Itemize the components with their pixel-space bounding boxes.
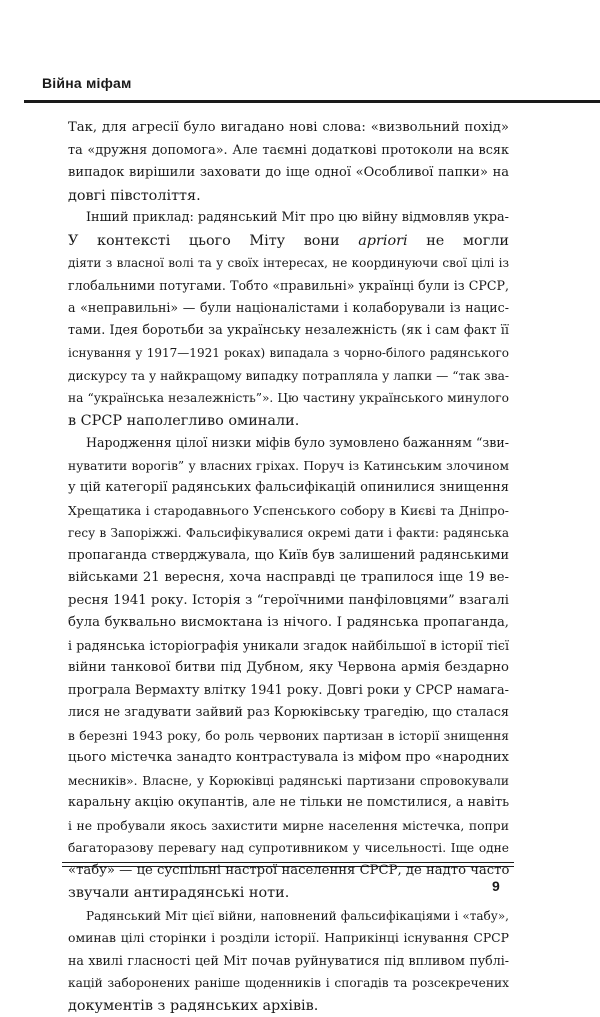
text-line: існування у 1917—1921 роках) випадала з чорно-білого радянського bbox=[68, 342, 509, 365]
text-line: каральну акцію окупантів, але не тільки не помстилися, а навіть bbox=[68, 792, 509, 815]
text-line: Інший приклад: радянський Міт про цю війну відмовляв укра- bbox=[68, 207, 509, 230]
text-line: звучали антирадянські ноти. bbox=[68, 882, 509, 905]
text-line: Хрещатика і стародавнього Успенського собору в Києві та Дніпро- bbox=[68, 500, 509, 523]
text-line: тами. Ідея боротьби за українську незалежність (як і сам факт її bbox=[68, 320, 509, 343]
text-line: в березні 1943 року, бо роль червоних партизан в історії знищення bbox=[68, 725, 509, 748]
text-line: і не пробували якось захистити мирне населення містечка, попри bbox=[68, 815, 509, 838]
text-line: Радянський Міт цієї війни, наповнений фальсифікаціями і «табу», bbox=[68, 905, 509, 928]
text-line: дискурсу та у найкращому випадку потрапляла у лапки — “так зва- bbox=[68, 365, 509, 388]
text-line: війни танкової битви під Дубном, яку Червона армія бездарно bbox=[68, 657, 509, 680]
text-line: Народження цілої низки міфів було зумовлено бажанням “зви- bbox=[68, 432, 509, 455]
text-line: гесу в Запоріжжі. Фальсифікувалися окремі дати і факти: радянська bbox=[68, 522, 509, 545]
text-line: випадок вирішили заховати до іще одної «Особливої папки» на bbox=[68, 162, 509, 185]
text-line: у цій категорії радянських фальсифікацій опинилися знищення bbox=[68, 477, 509, 500]
footer-rule bbox=[62, 866, 514, 867]
text-line: військами 21 вересня, хоча насправді це трапилося іще 19 ве- bbox=[68, 567, 509, 590]
text-line: кацій заборонених раніше щоденників і спогадів та розсекречених bbox=[68, 972, 509, 995]
text-line: на “українська незалежність”». Цю частину українського минулого bbox=[68, 387, 509, 410]
text-line: багаторазову перевагу над супротивником у чисельності. Іще одне bbox=[68, 837, 509, 860]
text-line: програла Вермахту влітку 1941 року. Довгі роки у СРСР намага- bbox=[68, 680, 509, 703]
text-line: в СРСР наполегливо оминали. bbox=[68, 410, 509, 433]
text-line: на хвилі гласності цей Міт почав руйнуватися під впливом публі- bbox=[68, 950, 509, 973]
page-number: 9 bbox=[492, 878, 500, 894]
text-line: «табу» — це суспільні настрої населення СРСР, де надто часто bbox=[68, 860, 509, 883]
text-line: пропаганда стверджувала, що Київ був залишений радянськими bbox=[68, 545, 509, 568]
text-line-italic-term: У контексті цього Міту вони apriori не могли bbox=[68, 230, 509, 253]
text-line: месників». Власне, у Корюківці радянські партизани спровокували bbox=[68, 770, 509, 793]
text-line: довгі півстоліття. bbox=[68, 185, 509, 208]
text-line: а «неправильні» — були націоналістами і колаборували із нацис- bbox=[68, 297, 509, 320]
text-line: і радянська історіографія уникали згадок найбільшої в історії тієї bbox=[68, 635, 509, 658]
text-line: нуватити ворогів” у власних гріхах. Поруч із Катинським злочином bbox=[68, 455, 509, 478]
text-line: лися не згадувати зайвий раз Корюківську трагедію, що сталася bbox=[68, 702, 509, 725]
text-line: цього містечка занадто контрастувала із міфом про «народних bbox=[68, 747, 509, 770]
text-line: та «дружня допомога». Але таємні додаткові протоколи на всяк bbox=[68, 140, 509, 163]
running-title: Війна міфам bbox=[42, 75, 132, 91]
text-line: документів з радянських архівів. bbox=[68, 995, 509, 1017]
text-line: діяти з власної волі та у своїх інтересах, не координуючи свої цілі із bbox=[68, 252, 509, 275]
body-text bbox=[68, 117, 509, 1017]
text-line: оминав цілі сторінки і розділи історії. Наприкінці існування СРСР bbox=[68, 927, 509, 950]
text-line: була буквально висмоктана із нічого. І радянська пропаганда, bbox=[68, 612, 509, 635]
text-line: Так, для агресії було вигадано нові слова: «визвольний похід» bbox=[68, 117, 509, 140]
text-line: ресня 1941 року. Історія з “героїчними панфіловцями” взагалі bbox=[68, 590, 509, 613]
text-line: глобальними потугами. Тобто «правильні» українці були із СРСР, bbox=[68, 275, 509, 298]
footer-rule bbox=[62, 862, 514, 863]
header-rule bbox=[24, 100, 600, 103]
